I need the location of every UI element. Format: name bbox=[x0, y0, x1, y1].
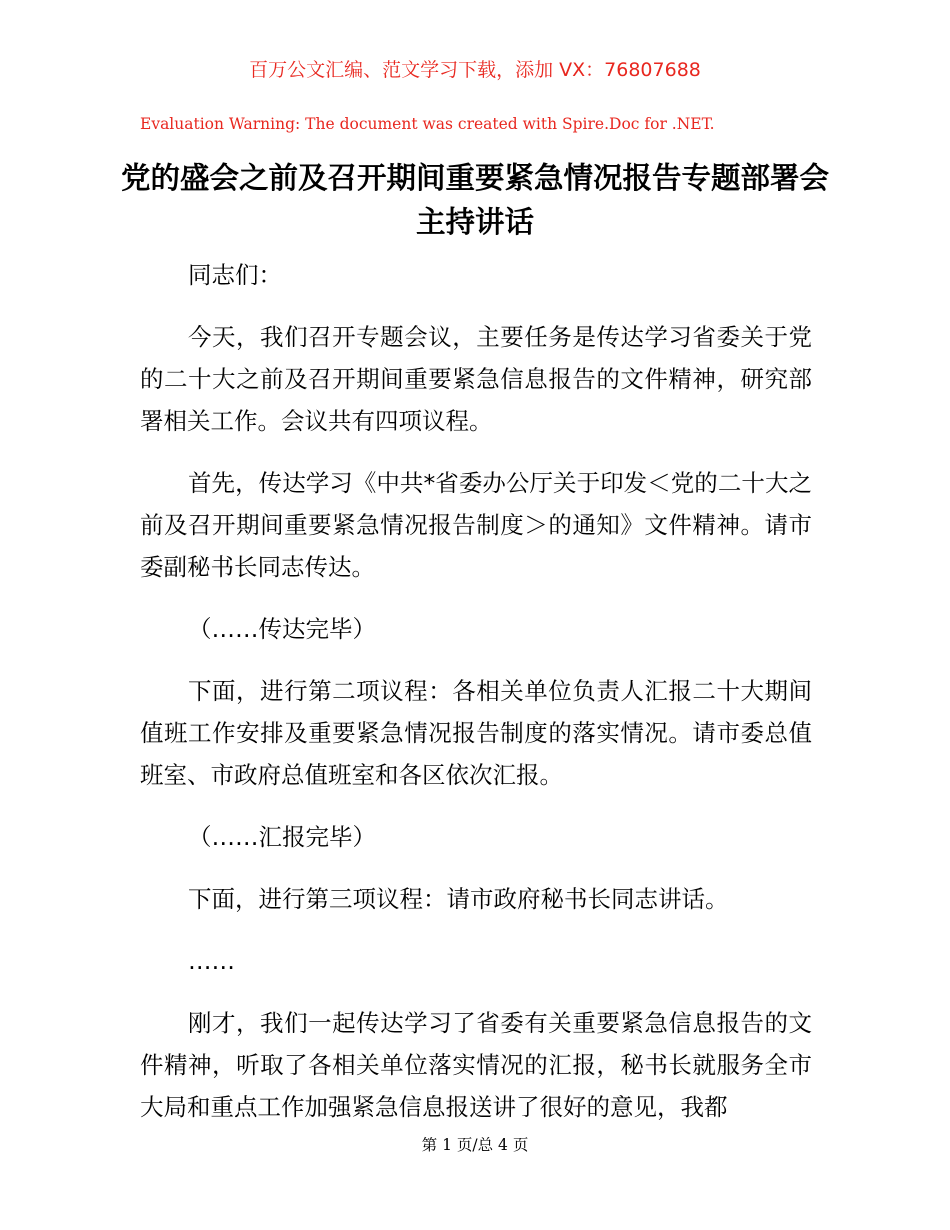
evaluation-warning: Evaluation Warning: The document was created with Spire.Doc for .NET. bbox=[140, 115, 715, 133]
paragraph: 下面，进行第三项议程：请市政府秘书长同志讲话。 bbox=[188, 885, 729, 913]
page-number: 第 1 页/总 4 页 bbox=[421, 1136, 529, 1154]
document-title: 党的盛会之前及召开期间重要紧急情况报告专题部署会主持讲话 bbox=[120, 161, 829, 239]
paragraph: （……汇报完毕） bbox=[188, 823, 376, 851]
paragraph: 首先，传达学习《中共*省委办公厅关于印发＜党的二十大之前及召开期间重要紧急情况报告制度＞的通知》文件精神。请市委副秘书长同志传达。 bbox=[140, 469, 812, 581]
paragraph-salutation: 同志们： bbox=[188, 261, 282, 289]
paragraph: 刚才，我们一起传达学习了省委有关重要紧急信息报告的文件精神，听取了各相关单位落实情况的汇报，秘书长就服务全市大局和重点工作加强紧急信息报送讲了很好的意见，我都 bbox=[140, 1009, 812, 1121]
paragraph: （……传达完毕） bbox=[188, 615, 376, 643]
paragraph: …… bbox=[188, 947, 235, 975]
paragraph: 下面，进行第二项议程：各相关单位负责人汇报二十大期间值班工作安排及重要紧急情况报告制度的落实情况。请市委总值班室、市政府总值班室和各区依次汇报。 bbox=[140, 677, 812, 789]
paragraph: 今天，我们召开专题会议，主要任务是传达学习省委关于党的二十大之前及召开期间重要紧急信息报告的文件精神，研究部署相关工作。会议共有四项议程。 bbox=[140, 323, 812, 435]
document-body bbox=[140, 254, 812, 1148]
header-banner: 百万公文汇编、范文学习下载，添加 VX：76807688 bbox=[249, 59, 701, 81]
